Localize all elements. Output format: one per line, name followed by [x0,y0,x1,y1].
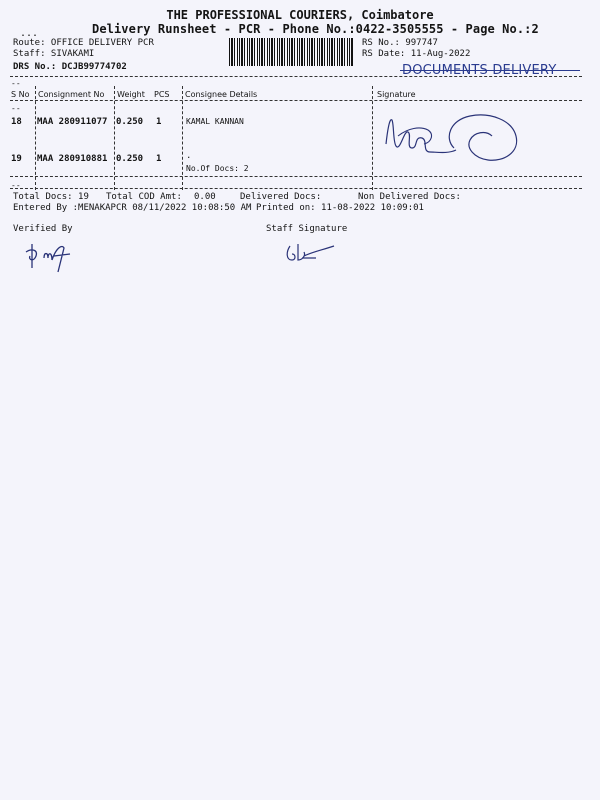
col-header-consignee: Consignee Details [185,90,258,99]
entered-by: Entered By :MENAKAPCR 08/11/2022 10:08:50 AM [13,203,252,213]
company-name: THE PROFESSIONAL COURIERS, Coimbatore [166,8,434,22]
cell-consignee: . [186,151,192,161]
cell-weight: 0.250 [116,117,144,127]
total-cod-value: 0.00 [194,192,216,202]
rs-number: RS No.: 997747 [362,38,438,48]
column-divider [114,86,115,190]
barcode-image [229,38,353,66]
cell-pcs: 1 [156,154,162,164]
col-header-pcs: PCS [154,90,170,99]
staff-label: Staff: SIVAKAMI [13,49,95,59]
table-bottom-rule [10,176,582,177]
total-cod-label: Total COD Amt: [106,192,182,202]
cell-consignment: MAA 280911077 [37,117,108,127]
column-divider [182,86,183,190]
documents-delivery-stamp: DOCUMENTS DELIVERY [402,63,557,78]
route-label: Route: OFFICE DELIVERY PCR [13,38,154,48]
printed-on: Printed on: 11-08-2022 10:09:01 [256,203,424,213]
stamp-underline [400,70,580,71]
verified-by-label: Verified By [13,224,73,234]
row-mark: -- [11,104,21,113]
table-bottom-mark: -- [11,181,21,190]
total-docs: Total Docs: 19 [13,192,89,202]
col-header-weight: Weight [117,90,145,99]
non-delivered-docs: Non Delivered Docs: [358,192,461,202]
drs-number: DRS No.: DCJB99774702 [13,62,127,72]
rs-date: RS Date: 11-Aug-2022 [362,49,471,59]
col-header-consignment: Consignment No [38,90,105,99]
table-top-rule [10,76,582,77]
staff-signature-label: Staff Signature [266,224,348,234]
table-top-mark: -- [11,79,21,88]
verifier-signature [22,238,78,274]
cell-sno: 18 [11,117,22,127]
column-divider [35,86,36,190]
col-header-signature: Signature [377,90,416,99]
summary-rule [10,188,582,189]
cell-consignment: MAA 280910881 [37,154,108,164]
cell-note: No.Of Docs: 2 [186,164,249,173]
delivered-docs: Delivered Docs: [240,192,322,202]
receiver-signature [378,108,528,168]
cell-pcs: 1 [156,117,162,127]
cell-weight: 0.250 [116,154,144,164]
col-header-sno: S No [11,90,30,99]
staff-signature [282,238,342,266]
header-rule [10,100,582,101]
column-divider [372,86,373,190]
cell-consignee: KAMAL KANNAN [186,117,244,126]
corner-mark: ... [20,28,39,39]
cell-sno: 19 [11,154,22,164]
runsheet-title: Delivery Runsheet - PCR - Phone No.:0422-3505555 - Page No.:2 [92,22,539,36]
